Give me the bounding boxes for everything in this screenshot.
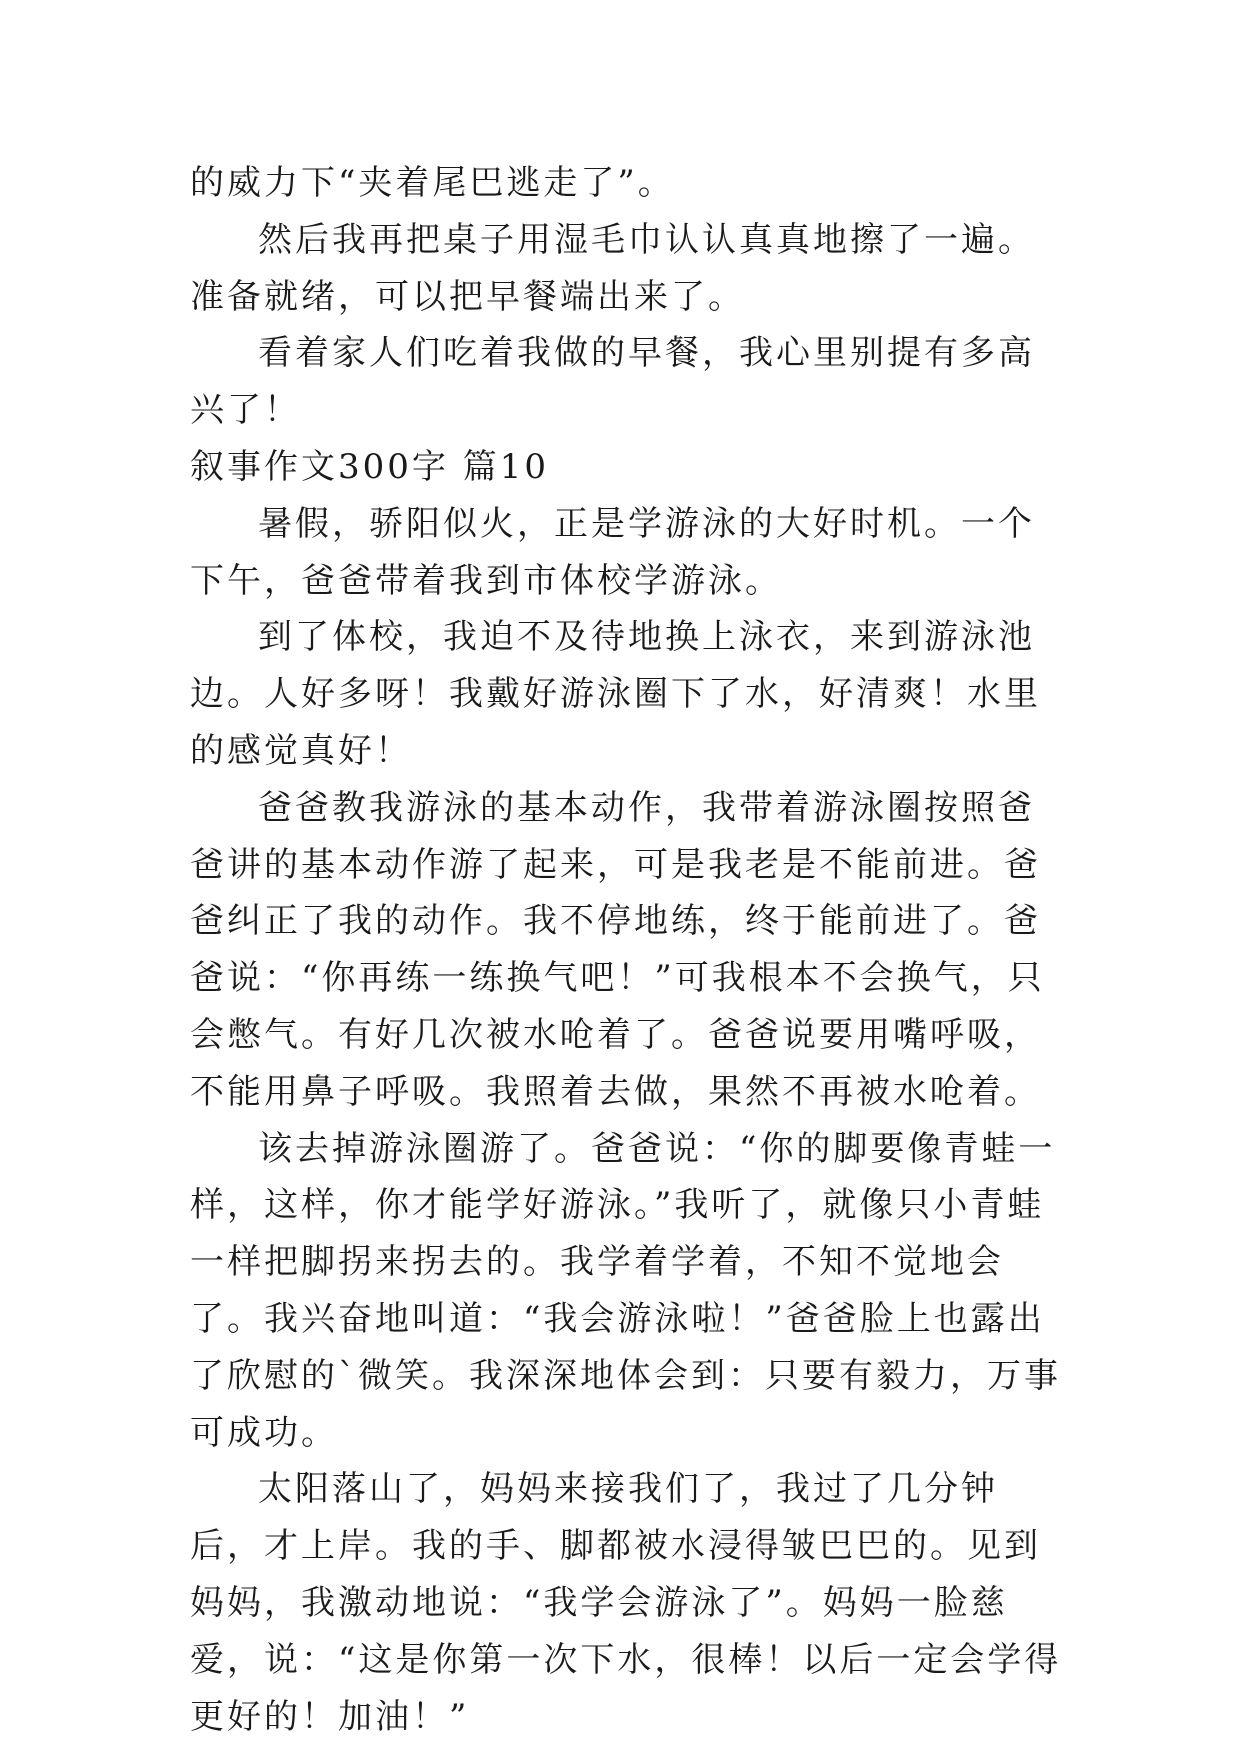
paragraph: 到了体校，我迫不及待地换上泳衣，来到游泳池边。人好多呀！我戴好游泳圈下了水，好清爽！水里的感觉真好！ xyxy=(190,617,1041,771)
paragraph: 暑假，骄阳似火，正是学游泳的大好时机。一个下午，爸爸带着我到市体校学游泳。 xyxy=(190,503,1035,601)
paragraph: 然后我再把桌子用湿毛巾认认真真地擦了一遍。准备就绪，可以把早餐端出来了。 xyxy=(190,219,1035,317)
paragraph: 太阳落山了，妈妈来接我们了，我过了几分钟后，才上岸。我的手、脚都被水浸得皱巴巴的。见到妈妈，我激动地说：“我学会游泳了”。妈妈一脸慈爱，说：“这是你第一次下水，很棒！以后一定会学得更好的！加油！” xyxy=(190,1469,1062,1737)
paragraph-continuation: 的威力下“夹着尾巴逃走了”。 xyxy=(190,163,675,203)
section-heading: 叙事作文300字 篇10 xyxy=(190,446,549,487)
paragraph: 爸爸教我游泳的基本动作，我带着游泳圈按照爸爸讲的基本动作游了起来，可是我老是不能前进。爸爸纠正了我的动作。我不停地练，终于能前进了。爸爸说：“你再练一练换气吧！”可我根本不会换气，只会憋气。有好几次被水呛着了。爸爸说要用嘴呼吸，不能用鼻子呼吸。我照着去做，果然不再被水呛着。 xyxy=(190,787,1045,1112)
paragraph: 看着家人们吃着我做的早餐，我心里别提有多高兴了！ xyxy=(190,333,1035,431)
document-body xyxy=(190,155,1070,1745)
paragraph: 该去掉游泳圈游了。爸爸说：“你的脚要像青蛙一样，这样，你才能学好游泳。”我听了，就像只小青蛙一样把脚拐来拐去的。我学着学着，不知不觉地会了。我兴奋地叫道：“我会游泳啦！”爸爸脸上也露出了欣慰的`微笑。我深深地体会到：只要有毅力，万事可成功。 xyxy=(190,1128,1061,1453)
